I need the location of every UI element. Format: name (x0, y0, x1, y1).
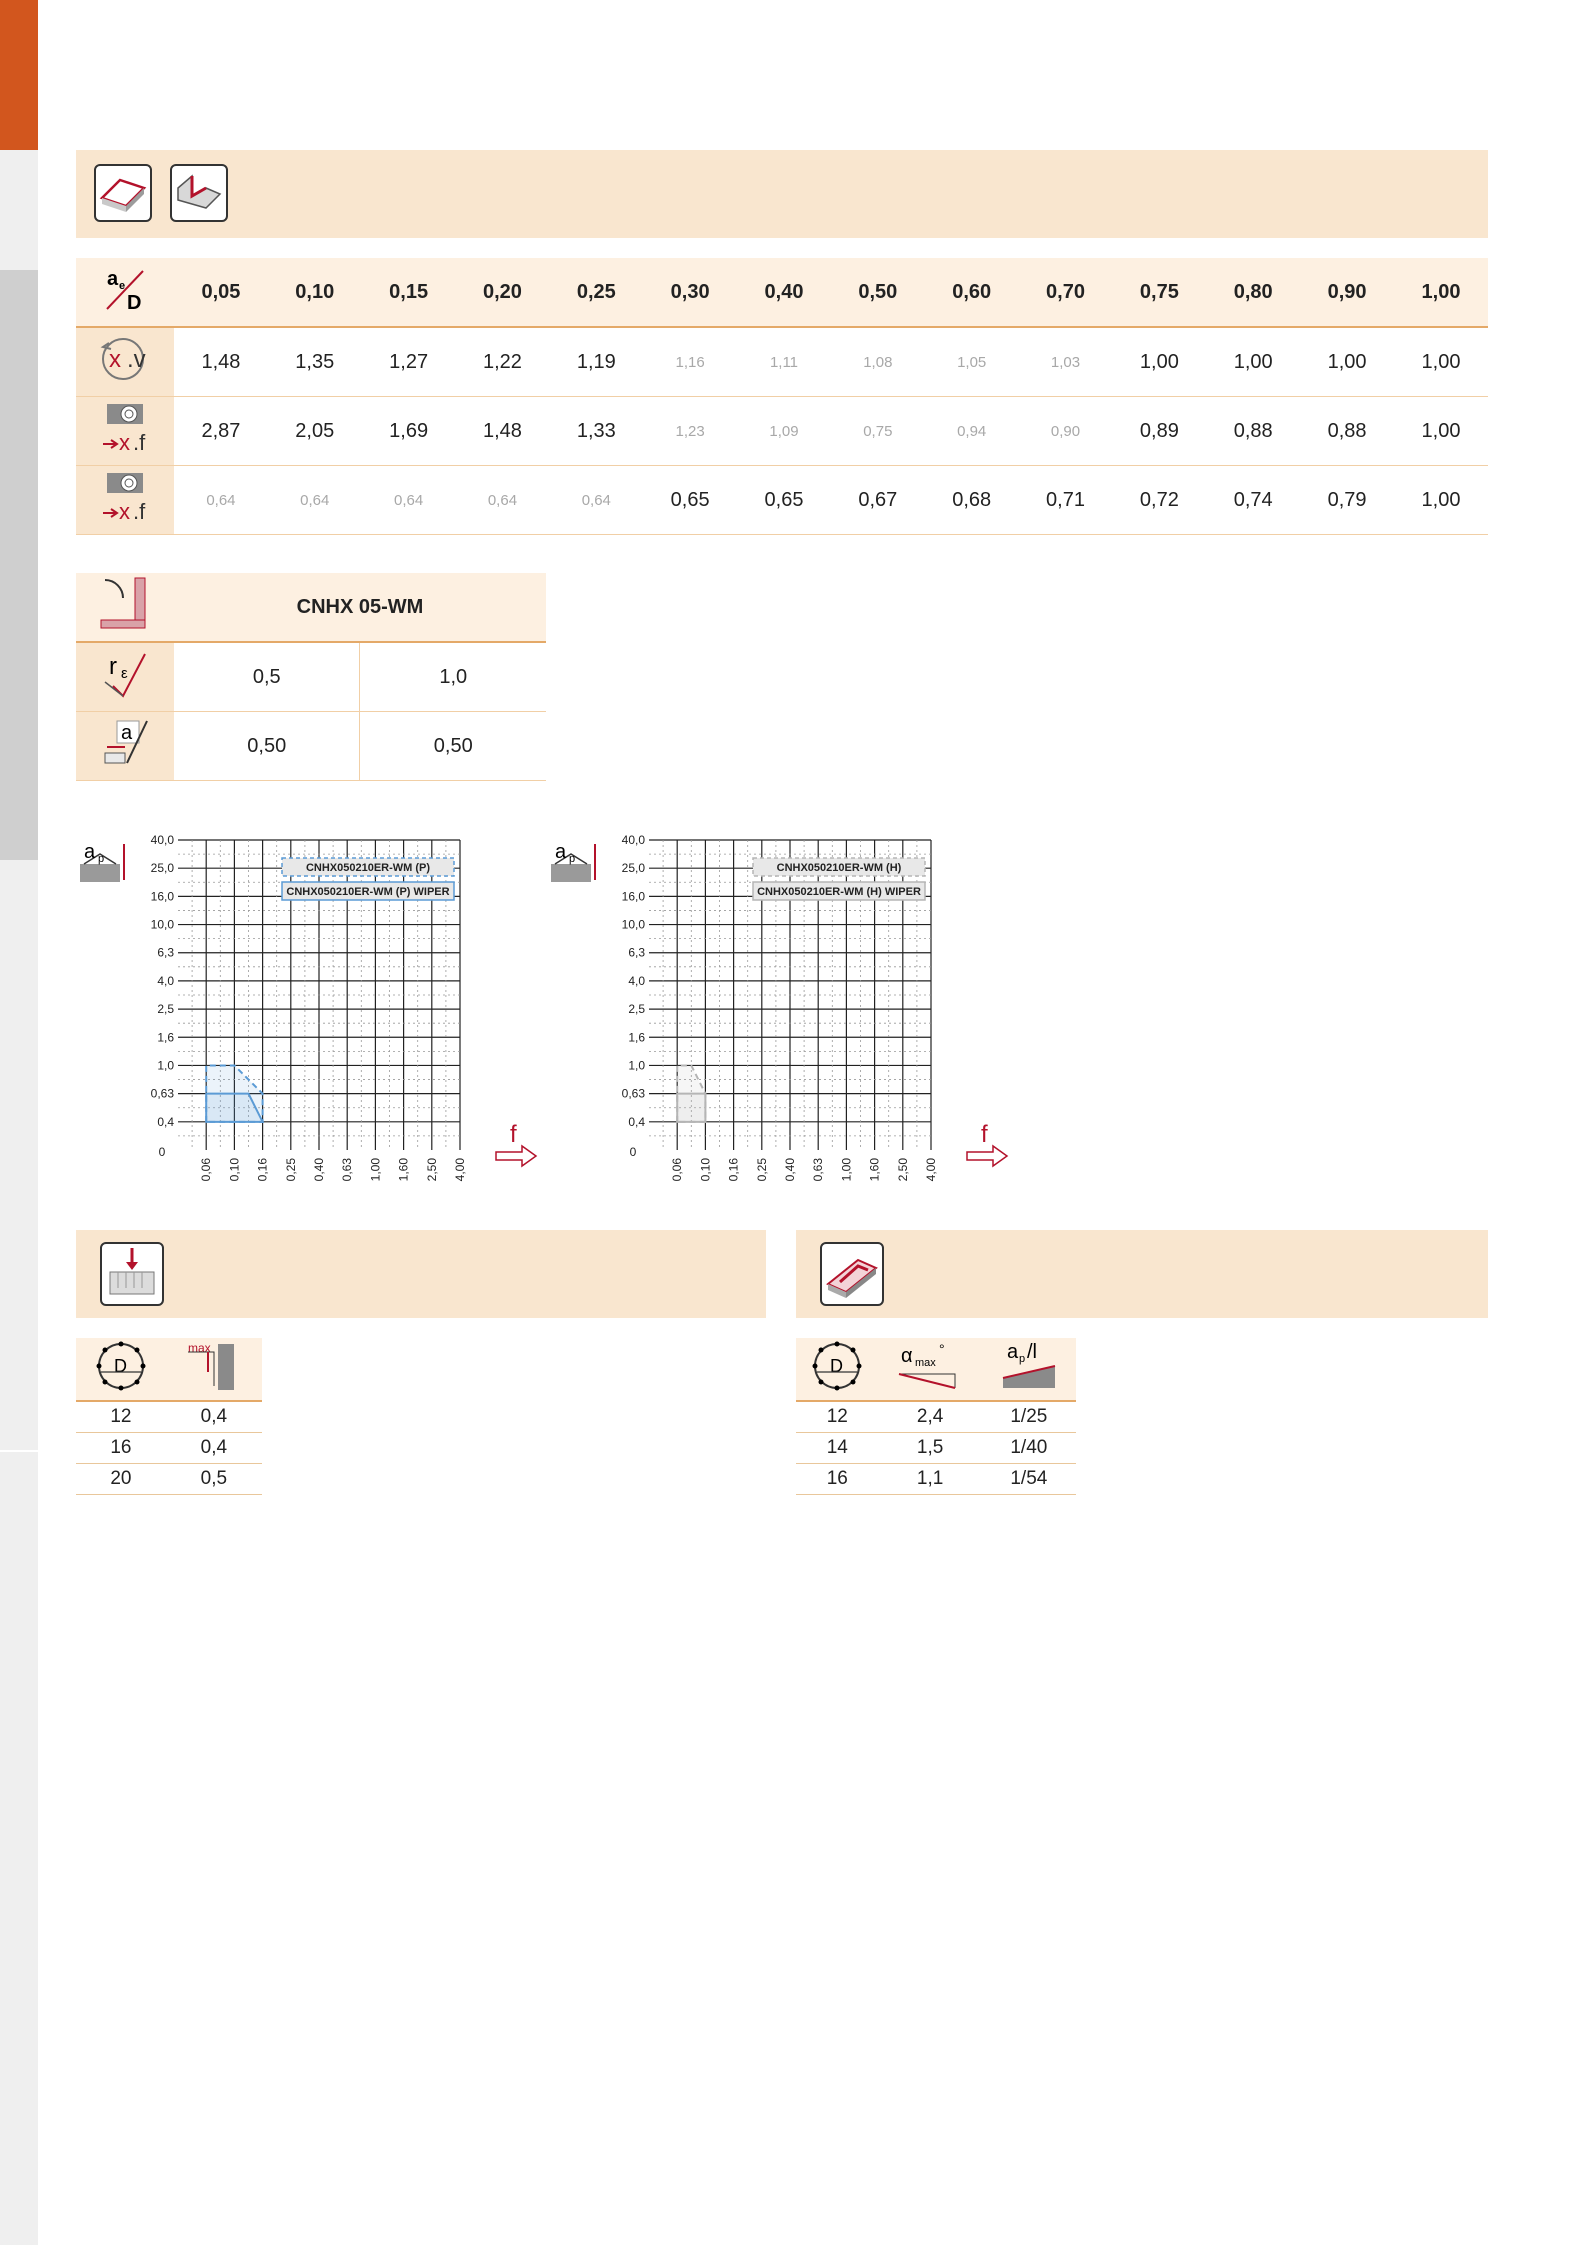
table-row (76, 1401, 262, 1433)
table-row (76, 1464, 262, 1495)
table-cell: 1,69 (362, 397, 456, 466)
x-tick-label: 0,06 (199, 1158, 214, 1182)
table-cell: 1,11 (737, 327, 831, 397)
chapter-tab (0, 0, 38, 150)
table-cell: 0,79 (1300, 466, 1394, 535)
col-header: 0,15 (362, 258, 456, 327)
table-cell: 1,48 (174, 327, 268, 397)
table-cell: 1/25 (982, 1401, 1076, 1433)
ap-per-length-icon (982, 1338, 1076, 1401)
speed-factor-icon (76, 327, 174, 397)
svg-text:a: a (1006, 1341, 1018, 1363)
table-row (76, 1433, 262, 1464)
svg-text:.v: .v (127, 346, 146, 373)
col-header: 0,80 (1206, 258, 1300, 327)
y-tick-label: 4,0 (628, 973, 645, 988)
table-cell: 1,03 (1019, 327, 1113, 397)
x-tick-label: 0,10 (698, 1158, 713, 1182)
table-cell: 0,71 (1019, 466, 1113, 535)
y-tick-label: 10,0 (150, 917, 174, 932)
table-row (76, 642, 546, 712)
svg-text:a: a (107, 268, 119, 290)
table-cell: 1,09 (737, 397, 831, 466)
x-tick-label: 1,00 (368, 1158, 383, 1182)
insert-geometry-table (76, 573, 546, 781)
col-header: 0,30 (643, 258, 737, 327)
svg-text:.f: .f (133, 430, 146, 455)
ap-feed-chart-h (601, 830, 1041, 1200)
plunge-band (76, 1230, 766, 1318)
table-cell: 2,87 (174, 397, 268, 466)
x-tick-label: 1,60 (867, 1158, 882, 1182)
table-header-row (76, 258, 1488, 327)
y-tick-label: 10,0 (621, 917, 645, 932)
table-cell: 0,88 (1300, 397, 1394, 466)
table-cell: 0,74 (1206, 466, 1300, 535)
col-header: 0,75 (1112, 258, 1206, 327)
max-depth-icon (166, 1338, 262, 1401)
face-milling-icon (94, 164, 152, 222)
x-tick-label: 2,50 (895, 1158, 910, 1182)
col-header: 0,40 (737, 258, 831, 327)
y-tick-label: 4,0 (157, 973, 174, 988)
col-header: 0,25 (549, 258, 643, 327)
table-cell: 0,72 (1112, 466, 1206, 535)
corner-radius-icon (76, 642, 174, 712)
svg-text:p: p (1018, 1353, 1025, 1365)
svg-text:a: a (121, 722, 133, 744)
section-tab (0, 270, 38, 860)
table-cell: 0,50 (360, 712, 546, 781)
table-cell: 0,65 (643, 466, 737, 535)
table-cell: 0,64 (549, 466, 643, 535)
table-cell: 0,67 (831, 466, 925, 535)
x-tick-label: 4,00 (453, 1158, 467, 1182)
diameter-icon (796, 1338, 879, 1401)
svg-text:D: D (113, 1356, 127, 1376)
table-cell: 0,50 (174, 712, 360, 781)
x-axis-label: f (981, 1121, 988, 1148)
table-cell: 0,4 (166, 1433, 262, 1464)
ae-over-d-icon (76, 258, 174, 327)
table-cell: 20 (76, 1464, 166, 1495)
feed-factor-icon (76, 466, 174, 535)
table-cell: 12 (796, 1401, 879, 1433)
y-tick-label: 25,0 (621, 861, 645, 876)
table-cell: 1,05 (925, 327, 1019, 397)
svg-text:α: α (901, 1345, 913, 1367)
table-cell: 0,64 (456, 466, 550, 535)
table-cell: 0,90 (1019, 397, 1113, 466)
y-tick-label: 16,0 (150, 889, 174, 904)
table-cell: 0,94 (925, 397, 1019, 466)
ap-icon (551, 840, 599, 888)
ap-icon (80, 840, 128, 888)
table-cell: 1,00 (1206, 327, 1300, 397)
table-row (76, 466, 1488, 535)
legend-label: CNHX050210ER-WM (P) (305, 862, 431, 874)
x-tick-label: 0,25 (754, 1158, 769, 1182)
svg-text:ε: ε (121, 665, 128, 682)
table-cell: 1,5 (879, 1433, 982, 1464)
table-cell: 1/54 (982, 1464, 1076, 1495)
svg-text:D: D (127, 292, 142, 314)
x-tick-label: 0,16 (255, 1158, 270, 1182)
table-cell: 0,68 (925, 466, 1019, 535)
y-tick-label: 0,63 (621, 1086, 645, 1101)
edge-divider (0, 1450, 38, 1452)
table-row (76, 397, 1488, 466)
operation-band (76, 150, 1488, 238)
x-axis-label: f (510, 1121, 517, 1148)
col-header: 1,00 (1394, 258, 1488, 327)
y-tick-label: 0,4 (157, 1114, 174, 1129)
table-row (76, 712, 546, 781)
table-cell: 0,75 (831, 397, 925, 466)
x-tick-label: 0,63 (340, 1158, 355, 1182)
table-row (796, 1401, 1076, 1433)
legend-label: CNHX050210ER-WM (H) WIPER (757, 886, 921, 898)
table-row (796, 1464, 1076, 1495)
svg-text:x: x (119, 499, 130, 524)
col-header: 0,90 (1300, 258, 1394, 327)
feed-arrow (967, 1146, 1007, 1166)
svg-text:D: D (830, 1356, 844, 1376)
table-cell: 12 (76, 1401, 166, 1433)
ramping-icon (820, 1242, 884, 1306)
svg-text:x: x (109, 346, 121, 373)
feed-arrow (496, 1146, 536, 1166)
col-header: 0,10 (268, 258, 362, 327)
table-cell: 0,4 (166, 1401, 262, 1433)
table-cell: 2,05 (268, 397, 362, 466)
col-header: 0,60 (925, 258, 1019, 327)
table-cell: 0,5 (174, 642, 360, 712)
col-header: 0,70 (1019, 258, 1113, 327)
table-header-row (76, 573, 546, 642)
svg-text:°: ° (939, 1341, 945, 1357)
svg-text:r: r (109, 653, 117, 680)
y-tick-label: 2,5 (628, 1002, 645, 1017)
x-tick-label: 0,16 (726, 1158, 741, 1182)
table-cell: 16 (796, 1464, 879, 1495)
y-tick-label: 25,0 (150, 861, 174, 876)
table-cell: 1,35 (268, 327, 362, 397)
table-row (796, 1433, 1076, 1464)
ramping-table (796, 1338, 1076, 1495)
y-tick-label: 40,0 (621, 833, 645, 847)
table-cell: 1,08 (831, 327, 925, 397)
y-tick-label: 0,4 (628, 1114, 645, 1129)
svg-text:p: p (98, 853, 105, 865)
svg-text:/l: /l (1026, 1341, 1037, 1363)
ae-correction-table (76, 258, 1488, 535)
svg-text:x: x (119, 430, 130, 455)
table-cell: 1,23 (643, 397, 737, 466)
y-tick-label: 40,0 (150, 833, 174, 847)
y-tick-label: 1,0 (157, 1058, 174, 1073)
table-cell: 1,00 (1394, 466, 1488, 535)
svg-text:max: max (187, 1341, 211, 1355)
table-cell: 2,4 (879, 1401, 982, 1433)
x-tick-label: 0,25 (283, 1158, 298, 1182)
table-cell: 1,22 (456, 327, 550, 397)
table-cell: 1,00 (1394, 327, 1488, 397)
ramp-angle-icon (879, 1338, 982, 1401)
plunge-milling-icon (100, 1242, 164, 1306)
svg-text:.f: .f (133, 499, 146, 524)
x-tick-label: 0 (629, 1145, 637, 1159)
insert-title: CNHX 05-WM (174, 573, 546, 642)
y-tick-label: 16,0 (621, 889, 645, 904)
col-header: 0,20 (456, 258, 550, 327)
x-tick-label: 1,00 (839, 1158, 854, 1182)
table-row (76, 327, 1488, 397)
y-tick-label: 1,0 (628, 1058, 645, 1073)
table-cell: 0,89 (1112, 397, 1206, 466)
legend-label: CNHX050210ER-WM (P) WIPER (286, 886, 450, 898)
table-cell: 1,0 (360, 642, 546, 712)
table-cell: 16 (76, 1433, 166, 1464)
x-tick-label: 4,00 (924, 1158, 938, 1182)
y-tick-label: 6,3 (628, 945, 645, 960)
table-cell: 1,00 (1300, 327, 1394, 397)
table-cell: 1,27 (362, 327, 456, 397)
x-tick-label: 0,63 (811, 1158, 826, 1182)
table-cell: 0,64 (174, 466, 268, 535)
wiper-width-icon (76, 712, 174, 781)
feed-factor-icon (76, 397, 174, 466)
x-tick-label: 0,40 (312, 1158, 326, 1182)
table-cell: 1,00 (1394, 397, 1488, 466)
table-cell: 0,65 (737, 466, 831, 535)
table-cell: 0,5 (166, 1464, 262, 1495)
svg-text:a: a (84, 841, 96, 863)
y-tick-label: 6,3 (157, 945, 174, 960)
shoulder-milling-icon (170, 164, 228, 222)
svg-text:p: p (569, 853, 576, 865)
x-tick-label: 0,40 (783, 1158, 797, 1182)
diameter-icon (76, 1338, 166, 1401)
x-tick-label: 0,06 (670, 1158, 685, 1182)
insert-profile-icon (76, 573, 174, 642)
legend-label: CNHX050210ER-WM (H) (776, 862, 902, 874)
table-cell: 0,64 (268, 466, 362, 535)
table-cell: 1/40 (982, 1433, 1076, 1464)
table-cell: 0,88 (1206, 397, 1300, 466)
table-cell: 1,33 (549, 397, 643, 466)
y-tick-label: 0,63 (150, 1086, 174, 1101)
table-cell: 0,64 (362, 466, 456, 535)
table-cell: 1,19 (549, 327, 643, 397)
y-tick-label: 1,6 (157, 1030, 174, 1045)
col-header: 0,05 (174, 258, 268, 327)
ap-feed-chart-p (130, 830, 570, 1200)
plunge-table (76, 1338, 262, 1495)
series-area (677, 1094, 705, 1122)
table-cell: 1,16 (643, 327, 737, 397)
y-tick-label: 1,6 (628, 1030, 645, 1045)
x-tick-label: 0 (158, 1145, 166, 1159)
col-header: 0,50 (831, 258, 925, 327)
table-cell: 14 (796, 1433, 879, 1464)
svg-text:max: max (915, 1357, 936, 1369)
svg-text:e: e (119, 280, 126, 292)
ramping-band (796, 1230, 1488, 1318)
x-tick-label: 0,10 (227, 1158, 242, 1182)
x-tick-label: 1,60 (396, 1158, 411, 1182)
table-header-row (796, 1338, 1076, 1401)
table-cell: 1,1 (879, 1464, 982, 1495)
table-cell: 1,00 (1112, 327, 1206, 397)
table-header-row (76, 1338, 262, 1401)
table-cell: 1,48 (456, 397, 550, 466)
y-tick-label: 2,5 (157, 1002, 174, 1017)
svg-text:a: a (555, 841, 567, 863)
x-tick-label: 2,50 (424, 1158, 439, 1182)
